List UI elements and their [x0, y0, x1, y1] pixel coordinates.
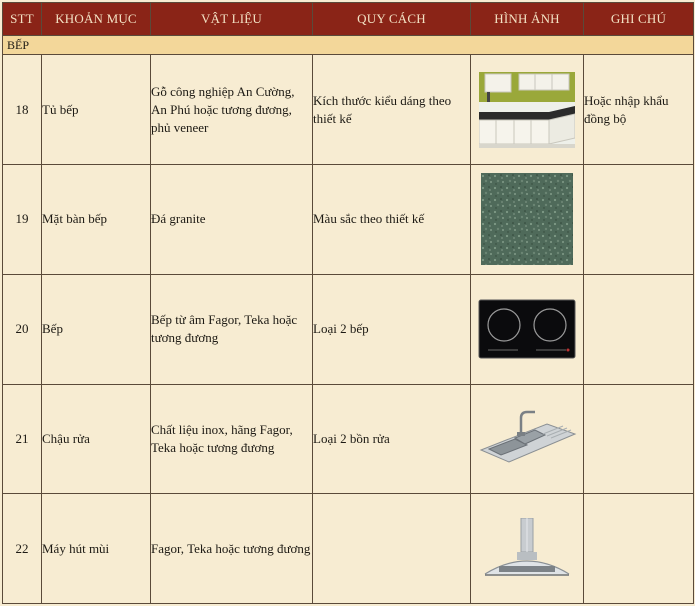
- row-ghi-chu: [584, 165, 694, 275]
- row-stt: 21: [3, 384, 42, 494]
- row-stt: 22: [3, 494, 42, 604]
- row-khoan-muc: Bếp: [42, 274, 151, 384]
- row-khoan-muc: Tủ bếp: [42, 55, 151, 165]
- spec-table: [2, 2, 694, 604]
- row-ghi-chu: Hoặc nhập khẩu đồng bộ: [584, 55, 694, 165]
- row-vat-lieu: Bếp từ âm Fagor, Teka hoặc tương đương: [151, 274, 313, 384]
- induction-cooktop-icon: [478, 299, 576, 359]
- row-khoan-muc: Mặt bàn bếp: [42, 165, 151, 275]
- row-stt: 19: [3, 165, 42, 275]
- table-row: [3, 55, 694, 165]
- header-khoan-muc: KHOẢN MỤC: [42, 3, 151, 36]
- row-vat-lieu: Chất liệu inox, hãng Fagor, Teka hoặc tương đương: [151, 384, 313, 494]
- row-quy-cach: [313, 494, 471, 604]
- row-quy-cach: Loại 2 bếp: [313, 274, 471, 384]
- table-row: [3, 165, 694, 275]
- granite-countertop-icon: [481, 173, 573, 265]
- row-stt: 20: [3, 274, 42, 384]
- row-khoan-muc: Máy hút mùi: [42, 494, 151, 604]
- row-hinh-anh: [471, 55, 584, 165]
- header-ghi-chu: GHI CHÚ: [584, 3, 694, 36]
- row-vat-lieu: Gỗ công nghiệp An Cường, An Phú hoặc tương đương, phủ veneer: [151, 55, 313, 165]
- row-hinh-anh: [471, 494, 584, 604]
- row-vat-lieu: Đá granite: [151, 165, 313, 275]
- row-khoan-muc: Chậu rửa: [42, 384, 151, 494]
- row-ghi-chu: [584, 494, 694, 604]
- row-hinh-anh: [471, 384, 584, 494]
- header-vat-lieu: VẬT LIỆU: [151, 3, 313, 36]
- header-hinh-anh: HÌNH ẢNH: [471, 3, 584, 36]
- header-quy-cach: QUY CÁCH: [313, 3, 471, 36]
- header-row: [3, 3, 694, 36]
- row-ghi-chu: [584, 384, 694, 494]
- row-hinh-anh: [471, 274, 584, 384]
- row-stt: 18: [3, 55, 42, 165]
- row-quy-cach: Kích thước kiểu dáng theo thiết kế: [313, 55, 471, 165]
- section-title: BẾP: [3, 36, 694, 55]
- sink-icon: [477, 404, 577, 474]
- table-row: [3, 384, 694, 494]
- row-quy-cach: Loại 2 bồn rửa: [313, 384, 471, 494]
- table-row: [3, 274, 694, 384]
- section-row: [3, 36, 694, 55]
- range-hood-icon: [479, 518, 575, 580]
- row-vat-lieu: Fagor, Teka hoặc tương đương: [151, 494, 313, 604]
- row-hinh-anh: [471, 165, 584, 275]
- header-stt: STT: [3, 3, 42, 36]
- row-ghi-chu: [584, 274, 694, 384]
- row-quy-cach: Màu sắc theo thiết kế: [313, 165, 471, 275]
- kitchen-cabinet-icon: [479, 72, 575, 148]
- table-row: [3, 494, 694, 604]
